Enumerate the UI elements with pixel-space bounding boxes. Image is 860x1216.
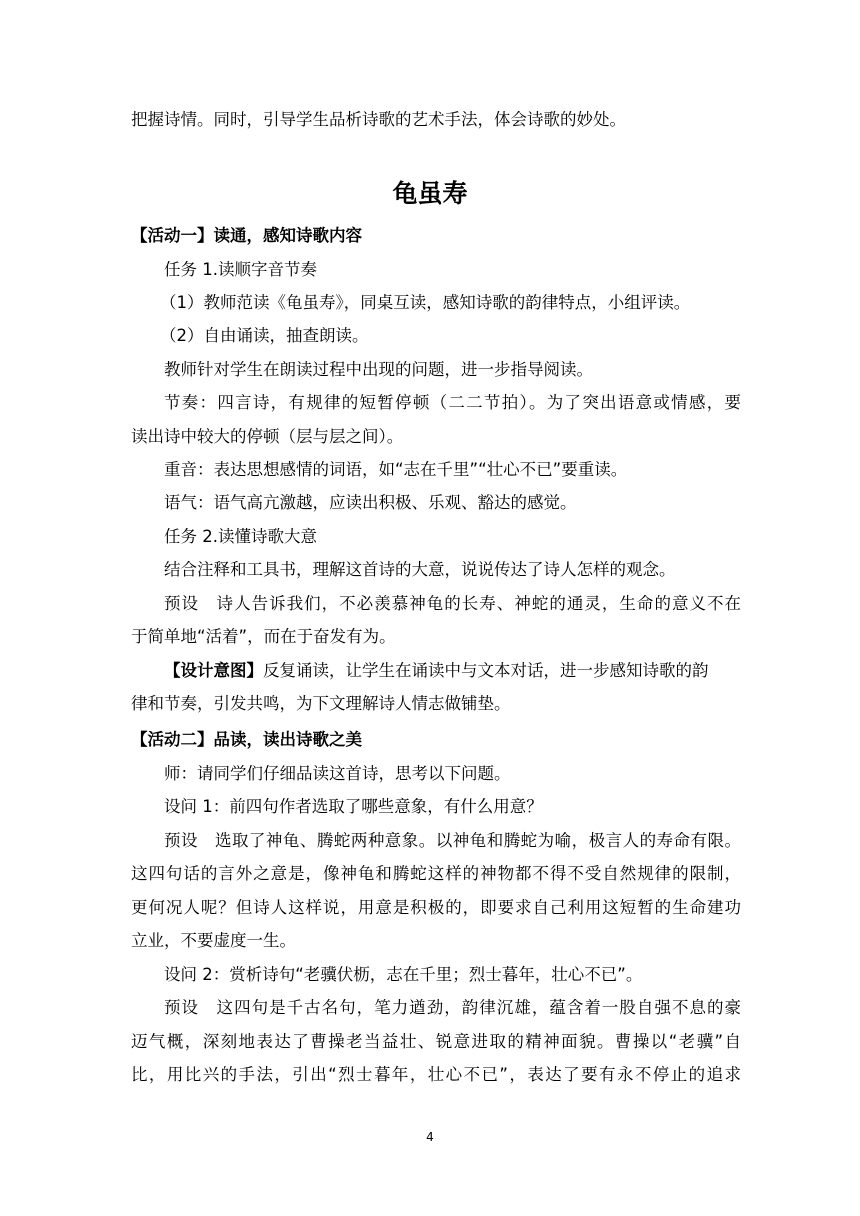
design-intent-line-2: 律和节奏，引发共鸣，为下文理解诗人情志做铺垫。 (131, 694, 511, 713)
answer2-line-3: 比，用比兴的手法，引出“烈士暮年，壮心不已”，表达了要有永不停止的追求 (131, 1065, 741, 1084)
answer1-line-2: 这四句话的言外之意是，像神龟和腾蛇这样的神物都不得不受自然规律的限制， (131, 864, 741, 883)
page-number: 4 (426, 1130, 434, 1144)
tone-paragraph: 语气：语气高亢激越，应读出积极、乐观、豁达的感觉。 (164, 493, 577, 512)
answer1-line-4: 立业，不要虚度一生。 (131, 931, 296, 950)
rhythm-line-1: 节奏：四言诗，有规律的短暂停顿（二二节拍）。为了突出语意或情感，要 (164, 393, 741, 412)
task1-item-2: （2）自由诵读，抽查朗读。 (160, 326, 369, 345)
answer1-line-1: 预设 选取了神龟、腾蛇两种意象。以神龟和腾蛇为喻，极言人的寿命有限。 (164, 831, 741, 850)
intro-line: 把握诗情。同时，引导学生品析诗歌的艺术手法，体会诗歌的妙处。 (131, 110, 626, 129)
teacher-prompt: 师：请同学们仔细品读这首诗，思考以下问题。 (164, 764, 511, 783)
rhythm-line-2: 读出诗中较大的停顿（层与层之间）。 (131, 427, 404, 446)
design-intent-line-1 (164, 660, 741, 682)
activity2-heading: 【活动二】品读，读出诗歌之美 (131, 730, 362, 749)
question-1: 设问 1：前四句作者选取了哪些意象，有什么用意？ (164, 797, 543, 816)
design-intent-label: 【设计意图】 (164, 661, 263, 680)
guide-paragraph: 教师针对学生在朗读过程中出现的问题，进一步指导阅读。 (164, 360, 593, 379)
answer1-line-3: 更何况人呢？但诗人这样说，用意是积极的，即要求自己利用这短暂的生命建功 (131, 898, 741, 917)
answer2-line-2: 迈气概，深刻地表达了曹操老当益壮、锐意进取的精神面貌。曹操以“老骥”自 (131, 1032, 741, 1051)
activity1-heading: 【活动一】读通，感知诗歌内容 (131, 226, 362, 245)
stress-paragraph: 重音：表达思想感情的词语，如“志在千里”“壮心不已”要重读。 (164, 460, 628, 479)
page-title: 龟虽寿 (392, 179, 468, 208)
task1-item-1: （1）教师范读《龟虽寿》，同桌互读，感知诗歌的韵律特点，小组评读。 (160, 293, 691, 312)
task2-description: 结合注释和工具书，理解这首诗的大意，说说传达了诗人怎样的观念。 (164, 560, 676, 579)
task1-label: 任务 1.读顺字音节奏 (164, 260, 317, 279)
question-2: 设问 2：赏析诗句“老骥伏枥，志在千里；烈士暮年，壮心不已”。 (164, 965, 643, 984)
preset-line-2: 于简单地“活着”，而在于奋发有为。 (131, 627, 396, 646)
design-intent-text: 反复诵读，让学生在诵读中与文本对话，进一步感知诗歌的韵 (263, 661, 709, 680)
task2-label: 任务 2.读懂诗歌大意 (164, 527, 317, 546)
answer2-line-1: 预设 这四句是千古名句，笔力遒劲，韵律沉雄，蕴含着一股自强不息的豪 (164, 998, 741, 1017)
preset-line-1: 预设 诗人告诉我们，不必羡慕神龟的长寿、神蛇的通灵，生命的意义不在 (164, 594, 741, 613)
